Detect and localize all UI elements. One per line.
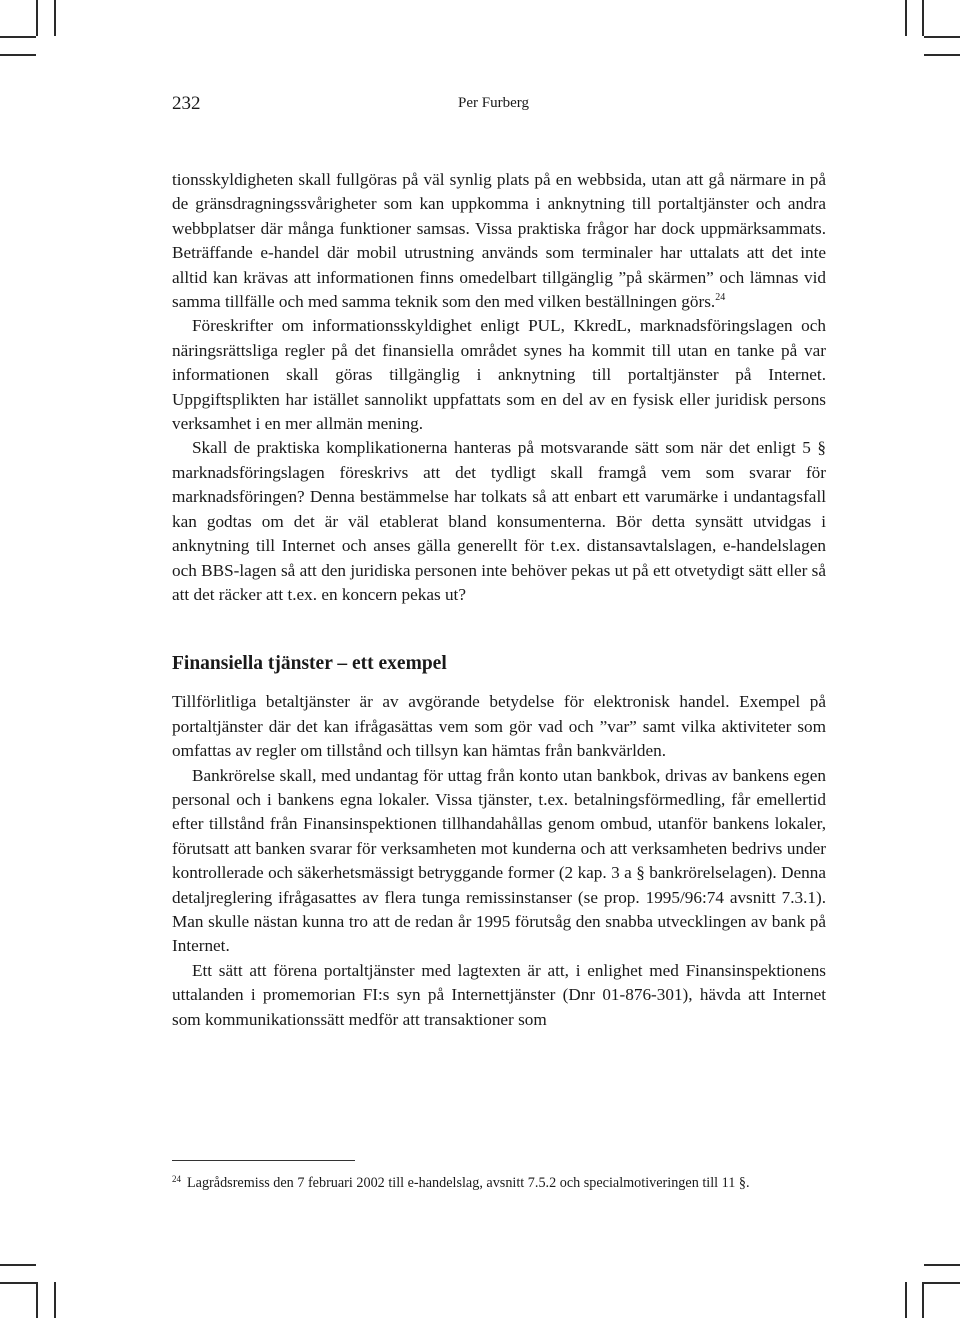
footnote-number: 24 (172, 1174, 181, 1184)
page-header (172, 93, 826, 121)
paragraph: Skall de praktiska komplikationerna hanteras på motsvarande sätt som när det enligt 5 § marknadsföringslagen föreskrivs att det tydligt skall framgå vem som svarar för marknadsföringen? Denna bestämmelse har tolkats så att enbart ett varumärke i undantagsfall kan godtas om det är väl etablerat bland konsumenterna. Bör detta synsätt utvidgas i anknytning till Internet och anses gälla generellt för t.ex. distansavtalslagen, e-handelslagen och BBS-lagen så att den juridiska personen inte behöver pekas ut på ett otvetydigt sätt eller så att det räcker att t.ex. en koncern pekas ut? (172, 438, 826, 604)
crop-mark-top-right-v (905, 0, 907, 36)
crop-mark-bottom-left-v2 (54, 1282, 56, 1318)
crop-mark-top-left-v (36, 0, 38, 36)
crop-mark-bottom-right-v2 (922, 1282, 924, 1318)
crop-mark-top-left-h2 (0, 54, 36, 56)
crop-mark-top-right-v2 (922, 0, 924, 36)
crop-mark-top-left-v2 (54, 0, 56, 36)
crop-mark-bottom-right-v (905, 1282, 907, 1318)
crop-mark-bottom-left-h2 (0, 1282, 36, 1284)
crop-mark-bottom-left-h (0, 1264, 36, 1266)
crop-mark-bottom-right-h (924, 1264, 960, 1266)
page-number: 232 (172, 93, 201, 114)
footnote (172, 1170, 826, 1192)
body-text (172, 168, 826, 1032)
paragraph: Ett sätt att förena portaltjänster med lagtexten är att, i enlighet med Finansinspektionens uttalanden i promemorian FI:s syn på Internettjänster (Dnr 01-876-301), hävda att Internet som kommunikationssätt medför att transaktioner som (172, 960, 826, 1029)
crop-mark-bottom-right-h2 (924, 1282, 960, 1284)
running-head: Per Furberg (458, 95, 529, 111)
footnote-divider (172, 1160, 355, 1161)
crop-mark-top-left-h (0, 36, 36, 38)
paragraph: Föreskrifter om informationsskyldighet enligt PUL, KkredL, marknadsföringslagen och näringsrättsliga regler på det finansiella området synes ha kommit till utan en tanke på var informationen skall göras tillgänglig i anknytning till portaltjänster på Internet. Uppgiftsplikten har istället sannolikt uppfattats som en del av en fysisk eller juridisk persons verksamhet i en mer allmän mening. (172, 316, 826, 434)
section-heading: Finansiella tjänster – ett exempel (172, 653, 447, 675)
footnote-ref[interactable]: 24 (715, 292, 726, 304)
paragraph: Tillförlitliga betaltjänster är av avgörande betydelse för elektronisk handel. Exempel på portaltjänster där det kan ifrågasättas vem som gör vad och ”var” samt vilka aktiviteter som omfattas av regler om tillstånd och tillsyn kan hämtas från bankvärlden. (172, 692, 826, 761)
paragraph: Bankrörelse skall, med undantag för uttag från konto utan bankbok, drivas av bankens egen personal och i bankens egna lokaler. Vissa tjänster, t.ex. betalningsförmedling, får emellertid efter tillstånd från Finansinspektionen tillhandahållas genom ombud, utanför bankens lokaler, förutsatt att banken svarar för verksamheten mot kunderna och att verksamheten bedrivs under kontrollerade och säkerhetsmässigt betryggande former (2 kap. 3 a § bankrörelselagen). Denna detaljreglering ifrågasattes av flera tunga remissinstanser (se prop. 1995/96:74 avsnitt 7.3.1). Man skulle nästan kunna tro att de redan år 1995 förutsåg den snabba utvecklingen av bank på Internet. (172, 765, 826, 956)
footnote-text: Lagrådsremiss den 7 februari 2002 till e-handelslag, avsnitt 7.5.2 och specialmotiveringen till 11 §. (187, 1175, 750, 1191)
paragraph: tionsskyldigheten skall fullgöras på väl synlig plats på en webbsida, utan att gå närmare in på de gränsdragningssvårigheter som kan uppkomma i anknytning till portaltjänster och andra webbplatser där många funktioner samsas. Vissa praktiska frågor har dock uppmärksammats. Beträffande e-handel där mobil utrustning används som terminaler har uttalats att det inte alltid kan krävas att informationen finns omedelbart tillgänglig ”på skärmen” och lämnas vid samma tillfälle och med samma teknik som den med vilken beställningen görs.$^{24}$ (172, 170, 826, 312)
crop-mark-top-right-h2 (924, 54, 960, 56)
crop-mark-top-right-h (924, 36, 960, 38)
crop-mark-bottom-left-v (36, 1282, 38, 1318)
